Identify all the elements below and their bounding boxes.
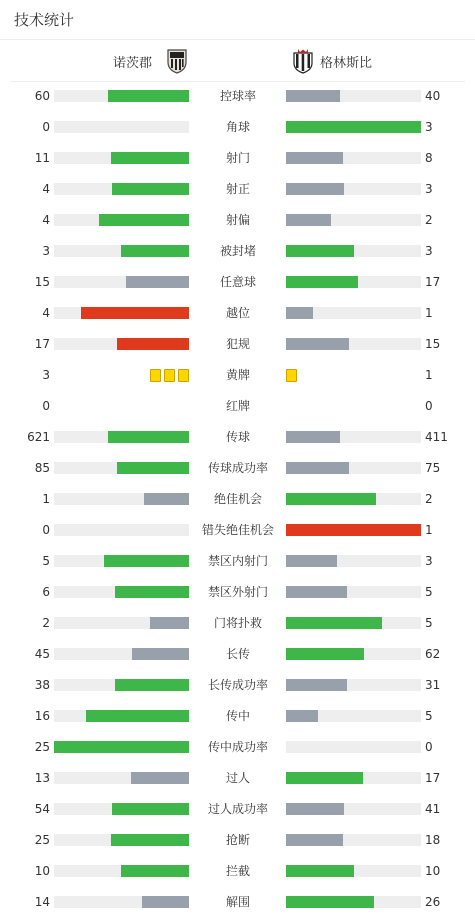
home-stat-bar-fill: [99, 214, 189, 226]
stat-label: 角球: [225, 120, 250, 134]
away-stat-bar: [286, 493, 421, 505]
stat-label: 射偏: [225, 213, 250, 227]
home-stat-bar: [54, 493, 189, 505]
home-stat-bar: [54, 276, 189, 288]
home-stat-bar-fill: [54, 741, 189, 753]
home-stat-bar-fill: [142, 896, 189, 908]
away-stat-bar: [286, 462, 421, 474]
home-stat-bar: [54, 121, 189, 133]
away-stat-value: 2: [425, 213, 433, 227]
stat-row: [0, 485, 475, 516]
away-stat-bar-fill: [286, 214, 331, 226]
home-stat-bar-fill: [132, 648, 189, 660]
home-stat-bar: [54, 214, 189, 226]
home-stat-bar-fill: [121, 865, 189, 877]
home-stat-value: 621: [27, 430, 50, 444]
away-stat-value: 62: [425, 647, 441, 661]
home-stat-bar-fill: [115, 679, 189, 691]
away-stat-bar-fill: [286, 90, 340, 102]
home-stat-bar: [54, 431, 189, 443]
away-stat-bar: [286, 121, 421, 133]
away-stat-value: 31: [425, 678, 441, 692]
stat-row: [0, 516, 475, 547]
home-stat-value: 16: [34, 709, 50, 723]
stats-list: [0, 82, 475, 919]
away-stat-bar-fill: [286, 648, 364, 660]
away-stat-value: 18: [425, 833, 441, 847]
away-stat-bar: [286, 307, 421, 319]
home-stat-bar: [54, 896, 189, 908]
stat-label: 禁区内射门: [207, 554, 268, 568]
away-stat-value: 5: [425, 585, 433, 599]
stat-row: [0, 764, 475, 795]
home-stat-value: 10: [34, 864, 50, 878]
away-stat-value: 3: [425, 244, 433, 258]
home-stat-bar-fill: [121, 245, 189, 257]
home-stat-bar-fill: [112, 183, 189, 195]
stat-row: [0, 206, 475, 237]
away-stat-value: 8: [425, 151, 433, 165]
stat-label: 被封堵: [219, 244, 256, 258]
stat-label: 解围: [225, 895, 250, 909]
yellow-card-icon: [178, 369, 189, 382]
home-stat-bar-fill: [115, 586, 189, 598]
home-stat-bar: [54, 834, 189, 846]
away-stat-bar: [286, 524, 421, 536]
home-stat-value: 3: [42, 244, 50, 258]
home-stat-value: 0: [42, 399, 50, 413]
home-stat-bar-fill: [104, 555, 189, 567]
home-stat-bar: [54, 741, 189, 753]
stat-row: [0, 82, 475, 113]
away-stat-bar-fill: [286, 431, 340, 443]
home-stat-bar: [54, 307, 189, 319]
away-stat-value: 1: [425, 523, 433, 537]
away-stat-value: 10: [425, 864, 441, 878]
away-stat-bar-fill: [286, 803, 344, 815]
home-stat-bar: [54, 90, 189, 102]
stat-label: 门将扑救: [213, 616, 262, 630]
home-stat-bar-fill: [131, 772, 189, 784]
stat-row: [0, 857, 475, 888]
yellow-card-icon: [164, 369, 175, 382]
stat-row: [0, 392, 475, 423]
away-stat-bar-fill: [286, 555, 337, 567]
home-stat-value: 54: [34, 802, 50, 816]
stat-row: [0, 671, 475, 702]
stat-row: [0, 888, 475, 919]
away-cards: [286, 369, 297, 382]
home-stat-value: 4: [42, 182, 50, 196]
stat-row: [0, 237, 475, 268]
yellow-card-icon: [150, 369, 161, 382]
home-stat-bar-fill: [150, 617, 189, 629]
home-stat-value: 60: [34, 89, 50, 103]
stat-label: 黄牌: [225, 368, 250, 382]
home-stat-value: 1: [42, 492, 50, 506]
away-stat-bar-fill: [286, 710, 318, 722]
home-stat-bar-fill: [112, 803, 189, 815]
stat-label: 绝佳机会: [213, 492, 262, 506]
home-stat-value: 4: [42, 306, 50, 320]
away-stat-bar: [286, 586, 421, 598]
away-stat-value: 3: [425, 120, 433, 134]
away-stat-value: 5: [425, 709, 433, 723]
stat-row: [0, 113, 475, 144]
home-stat-value: 38: [34, 678, 50, 692]
home-stat-value: 0: [42, 523, 50, 537]
stat-row: [0, 175, 475, 206]
away-stat-value: 2: [425, 492, 433, 506]
stat-label: 传球成功率: [207, 461, 268, 475]
stat-row: [0, 361, 475, 392]
home-stat-value: 3: [42, 368, 50, 382]
away-stat-bar: [286, 183, 421, 195]
away-stat-value: 1: [425, 306, 433, 320]
away-stat-bar: [286, 772, 421, 784]
away-stat-value: 15: [425, 337, 441, 351]
away-stat-bar: [286, 741, 421, 753]
stat-row: [0, 144, 475, 175]
stat-label: 错失绝佳机会: [201, 523, 274, 537]
away-stat-bar: [286, 834, 421, 846]
away-stat-bar-fill: [286, 772, 363, 784]
stat-row: [0, 609, 475, 640]
home-team-crest-icon: [166, 48, 188, 74]
home-stat-value: 2: [42, 616, 50, 630]
away-stat-bar: [286, 865, 421, 877]
home-stat-bar: [54, 245, 189, 257]
away-stat-bar: [286, 679, 421, 691]
away-stat-value: 26: [425, 895, 441, 909]
stat-row: [0, 454, 475, 485]
stat-label: 红牌: [225, 399, 250, 413]
teams-header: [10, 40, 465, 82]
away-stat-value: 0: [425, 399, 433, 413]
home-stat-value: 4: [42, 213, 50, 227]
home-stat-bar-fill: [111, 834, 189, 846]
stat-row: [0, 330, 475, 361]
away-stat-bar: [286, 276, 421, 288]
yellow-card-icon: [286, 369, 297, 382]
away-stat-bar: [286, 710, 421, 722]
home-stat-value: 13: [34, 771, 50, 785]
stat-label: 射正: [225, 182, 250, 196]
away-stat-bar: [286, 555, 421, 567]
home-stat-bar: [54, 679, 189, 691]
home-stat-bar: [54, 772, 189, 784]
stat-label: 传中成功率: [207, 740, 268, 754]
stat-label: 射门: [225, 151, 250, 165]
home-stat-bar: [54, 152, 189, 164]
away-stat-value: 40: [425, 89, 441, 103]
away-stat-bar-fill: [286, 152, 343, 164]
stat-row: [0, 268, 475, 299]
away-stat-bar-fill: [286, 896, 374, 908]
away-stat-bar-fill: [286, 679, 347, 691]
home-stat-bar-fill: [81, 307, 189, 319]
away-stat-bar-fill: [286, 586, 347, 598]
away-stat-value: 3: [425, 554, 433, 568]
away-team-name: 格林斯比: [320, 56, 373, 71]
home-team-name: 诺茨郡: [112, 56, 152, 71]
away-stat-value: 17: [425, 275, 441, 289]
away-stat-bar: [286, 648, 421, 660]
stat-label: 任意球: [219, 275, 256, 289]
stat-label: 长传成功率: [207, 678, 268, 692]
away-stat-value: 411: [425, 430, 448, 444]
home-stat-bar: [54, 617, 189, 629]
home-stat-value: 14: [34, 895, 50, 909]
away-stat-bar-fill: [286, 865, 354, 877]
home-stat-bar-fill: [108, 90, 189, 102]
stat-label: 拦截: [225, 864, 250, 878]
away-stat-bar: [286, 617, 421, 629]
home-stat-bar: [54, 710, 189, 722]
home-stat-value: 5: [42, 554, 50, 568]
section-header: [0, 0, 475, 40]
stat-label: 长传: [225, 647, 250, 661]
stat-label: 禁区外射门: [207, 585, 268, 599]
stat-label: 传球: [225, 430, 250, 444]
home-stat-value: 17: [34, 337, 50, 351]
stat-row: [0, 547, 475, 578]
away-stat-bar: [286, 90, 421, 102]
home-stat-bar: [54, 462, 189, 474]
home-stat-value: 15: [34, 275, 50, 289]
home-stat-bar: [54, 183, 189, 195]
stat-label: 犯规: [225, 337, 250, 351]
away-stat-bar: [286, 152, 421, 164]
stat-row: [0, 826, 475, 857]
home-stat-bar: [54, 524, 189, 536]
away-stat-value: 0: [425, 740, 433, 754]
home-stat-value: 45: [34, 647, 50, 661]
stat-label: 越位: [225, 306, 250, 320]
stat-label: 抢断: [225, 833, 250, 847]
away-stat-bar-fill: [286, 307, 313, 319]
stat-row: [0, 299, 475, 330]
away-stat-bar: [286, 896, 421, 908]
away-stat-value: 3: [425, 182, 433, 196]
home-stat-bar: [54, 865, 189, 877]
home-stat-value: 11: [34, 151, 50, 165]
away-stat-bar-fill: [286, 183, 344, 195]
away-stat-bar-fill: [286, 462, 349, 474]
stat-label: 传中: [225, 709, 250, 723]
away-stat-bar: [286, 214, 421, 226]
home-stat-value: 85: [34, 461, 50, 475]
away-stat-value: 41: [425, 802, 441, 816]
away-stat-value: 5: [425, 616, 433, 630]
stat-label: 过人成功率: [207, 802, 268, 816]
away-stat-bar-fill: [286, 617, 382, 629]
home-stat-value: 6: [42, 585, 50, 599]
away-stat-bar-fill: [286, 276, 358, 288]
home-stat-bar-fill: [111, 152, 189, 164]
away-stat-value: 75: [425, 461, 441, 475]
away-stat-bar: [286, 245, 421, 257]
away-stat-bar-fill: [286, 834, 343, 846]
away-stat-bar-fill: [286, 524, 421, 536]
home-cards: [150, 369, 189, 382]
away-stat-bar: [286, 803, 421, 815]
away-team-crest-icon: [292, 48, 314, 74]
home-stat-bar: [54, 648, 189, 660]
home-stat-bar: [54, 555, 189, 567]
stat-row: [0, 795, 475, 826]
stat-row: [0, 733, 475, 764]
away-stat-value: 1: [425, 368, 433, 382]
stat-row: [0, 423, 475, 454]
away-stat-bar-fill: [286, 121, 421, 133]
stat-row: [0, 578, 475, 609]
home-stat-bar-fill: [108, 431, 189, 443]
home-stat-bar: [54, 803, 189, 815]
away-stat-bar-fill: [286, 245, 354, 257]
home-stat-bar: [54, 586, 189, 598]
home-stat-value: 0: [42, 120, 50, 134]
away-stat-value: 17: [425, 771, 441, 785]
home-stat-value: 25: [34, 833, 50, 847]
stat-label: 过人: [225, 771, 250, 785]
stat-row: [0, 640, 475, 671]
away-stat-bar-fill: [286, 338, 349, 350]
home-stat-bar: [54, 338, 189, 350]
home-stat-bar-fill: [86, 710, 189, 722]
away-stat-bar: [286, 338, 421, 350]
section-title: 技术统计: [14, 11, 75, 29]
stat-row: [0, 702, 475, 733]
home-stat-value: 25: [34, 740, 50, 754]
stat-label: 控球率: [219, 89, 256, 103]
home-stat-bar-fill: [126, 276, 189, 288]
away-stat-bar-fill: [286, 493, 376, 505]
home-stat-bar-fill: [144, 493, 189, 505]
away-stat-bar: [286, 431, 421, 443]
home-stat-bar-fill: [117, 338, 189, 350]
home-stat-bar-fill: [117, 462, 189, 474]
